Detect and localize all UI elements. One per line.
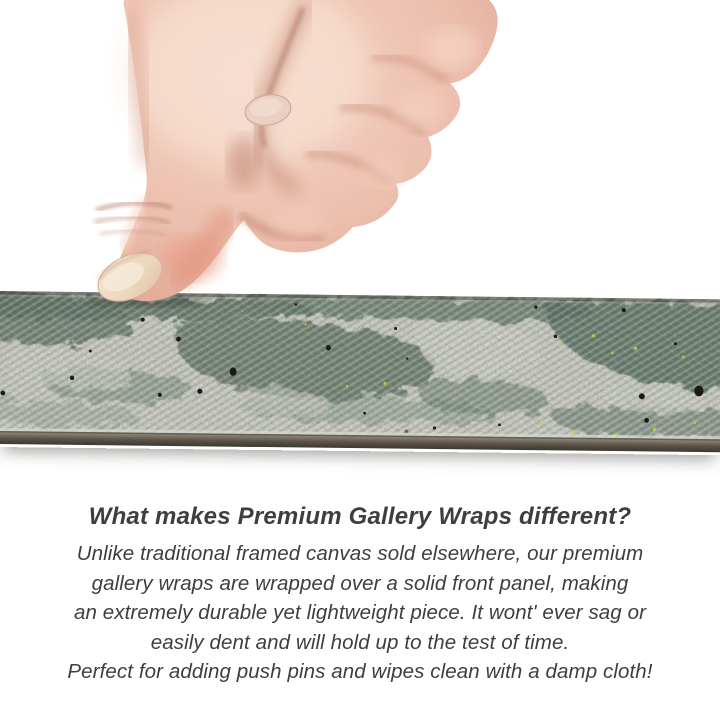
hand-photo	[0, 0, 720, 312]
caption-line: an extremely durable yet lightweight piece. It wont' ever sag or	[73, 601, 647, 624]
caption-line: gallery wraps are wrapped over a solid front panel, making	[91, 571, 629, 595]
canvas-edge-art	[0, 291, 720, 455]
canvas-edge-strip	[0, 291, 720, 455]
caption-heading: What makes Premium Gallery Wraps different?	[88, 503, 632, 530]
caption-line: Perfect for adding push pins and wipes clean with a damp cloth!	[67, 660, 653, 683]
caption-line: easily dent and will hold up to the test of time.	[150, 630, 570, 654]
caption	[0, 501, 720, 687]
caption-line: Unlike traditional framed canvas sold elsewhere, our premium	[76, 542, 644, 565]
hand-pressing-canvas-art	[0, 0, 720, 312]
